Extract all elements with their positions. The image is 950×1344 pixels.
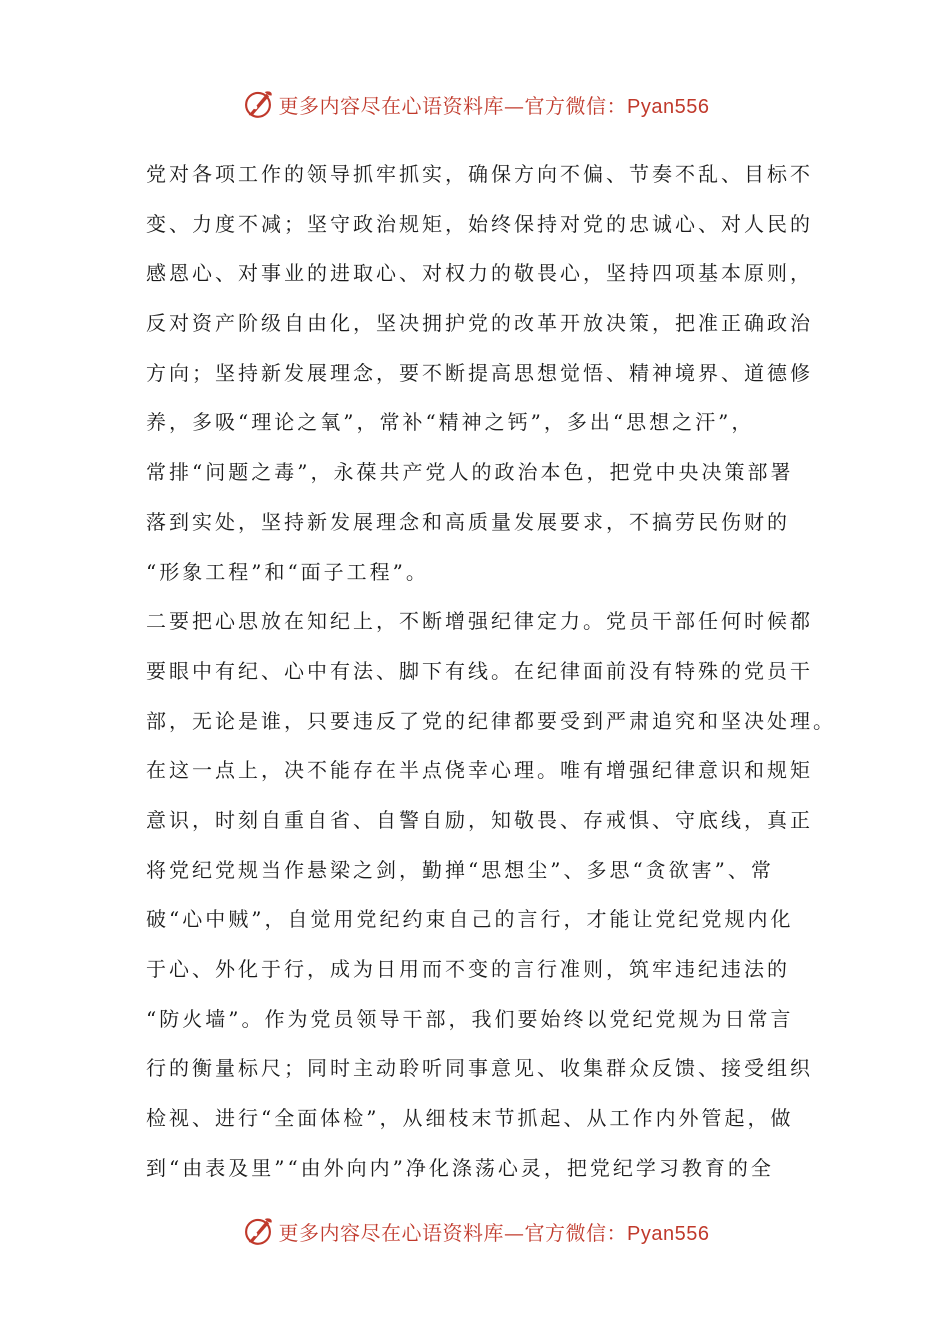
text-line: 养，多吸“理论之氧”，常补“精神之钙”，多出“思想之汗”， bbox=[146, 410, 755, 435]
footer-text: 更多内容尽在心语资料库—官方微信：Pyan556 bbox=[278, 1220, 710, 1245]
header-text: 更多内容尽在心语资料库—官方微信：Pyan556 bbox=[278, 93, 710, 118]
text-line: 行的衡量标尺；同时主动聆听同事意见、收集群众反馈、接受组织 bbox=[146, 1056, 813, 1081]
text-line: 党对各项工作的领导抓牢抓实，确保方向不偏、节奏不乱、目标不 bbox=[146, 162, 813, 186]
quill-logo-icon bbox=[241, 1214, 275, 1248]
text-line: 于心、外化于行，成为日用而不变的言行准则，筑牢违纪违法的 bbox=[146, 957, 790, 981]
header-banner bbox=[0, 84, 950, 124]
text-line: 方向；坚持新发展理念，要不断提高思想觉悟、精神境界、道德修 bbox=[146, 360, 813, 385]
text-line: 将党纪党规当作悬梁之剑，勤掸“思想尘”、多思“贪欲害”、常 bbox=[146, 857, 774, 882]
text-line: 在这一点上，决不能存在半点侥幸心理。唯有增强纪律意识和规矩 bbox=[146, 758, 813, 783]
text-line: 变、力度不减；坚守政治规矩，始终保持对党的忠诚心、对人民的 bbox=[146, 211, 813, 236]
text-line: 部，无论是谁，只要违反了党的纪律都要受到严肃追究和坚决处理。 bbox=[146, 708, 836, 733]
text-line: 破“心中贼”，自觉用党纪约束自己的言行，才能让党纪党规内化 bbox=[146, 907, 794, 932]
text-line: 常排“问题之毒”，永葆共产党人的政治本色，把党中央决策部署 bbox=[146, 460, 794, 485]
text-line: 落到实处，坚持新发展理念和高质量发展要求，不搞劳民伤财的 bbox=[146, 509, 790, 534]
text-line: 意识，时刻自重自省、自警自励，知敬畏、存戒惧、守底线，真正 bbox=[146, 807, 813, 832]
footer-banner bbox=[0, 1211, 950, 1251]
text-line: 要眼中有纪、心中有法、脚下有线。在纪律面前没有特殊的党员干 bbox=[146, 658, 813, 683]
text-line: 二要把心思放在知纪上，不断增强纪律定力。党员干部任何时候都 bbox=[146, 609, 813, 634]
text-line: 检视、进行“全面体检”，从细枝末节抓起、从工作内外管起，做 bbox=[146, 1106, 794, 1131]
text-line: “防火墙”。作为党员领导干部，我们要始终以党纪党规为日常言 bbox=[146, 1006, 794, 1031]
text-line: 感恩心、对事业的进取心、对权力的敬畏心，坚持四项基本原则， bbox=[146, 261, 813, 286]
text-line: 到“由表及里”“由外向内”净化涤荡心灵，把党纪学习教育的全 bbox=[146, 1155, 774, 1180]
body-text bbox=[146, 150, 836, 1193]
quill-logo-icon bbox=[241, 87, 275, 121]
text-line: “形象工程”和“面子工程”。 bbox=[146, 559, 429, 584]
text-line: 反对资产阶级自由化，坚决拥护党的改革开放决策，把准正确政治 bbox=[146, 311, 813, 336]
